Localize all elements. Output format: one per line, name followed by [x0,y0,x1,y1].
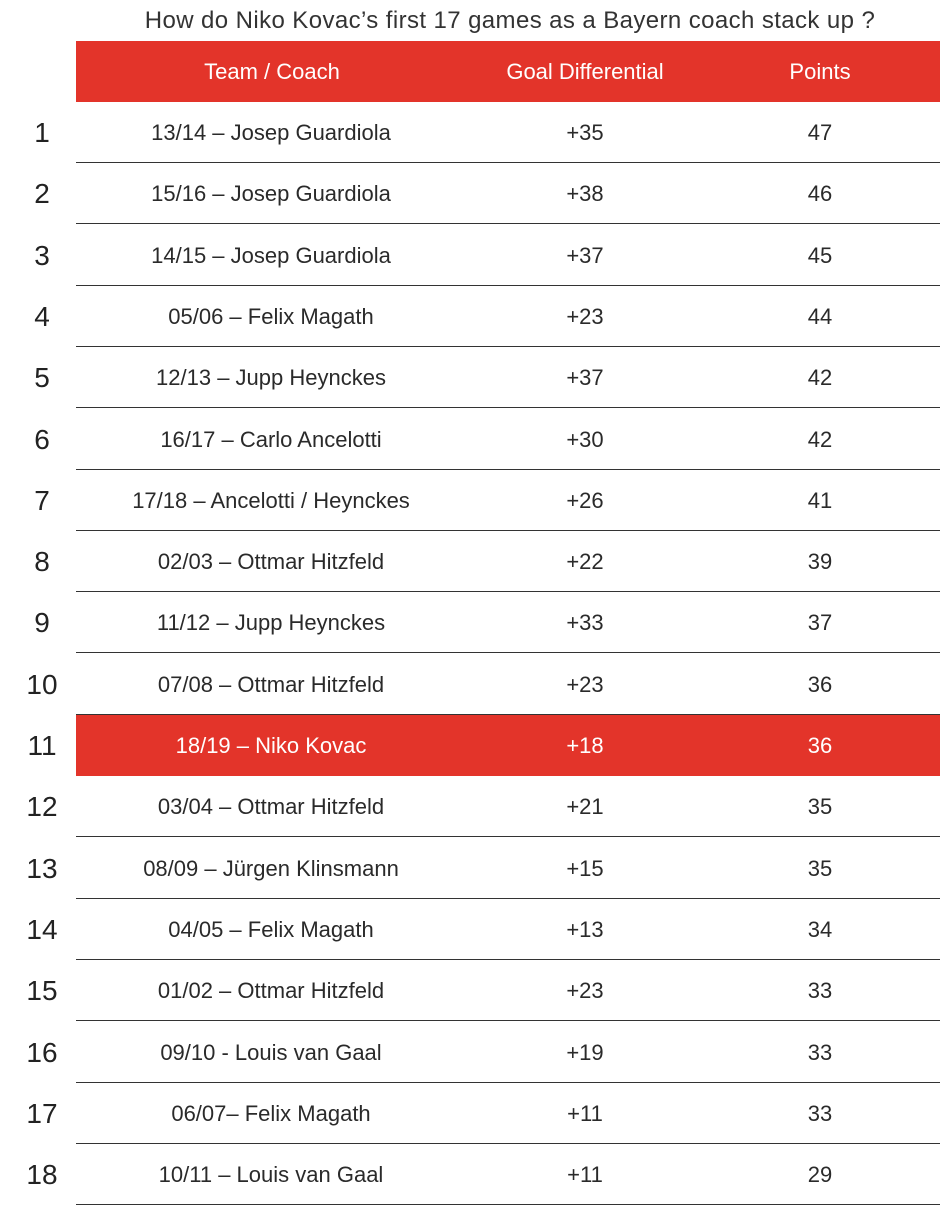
rank-label: 18 [26,1159,58,1191]
goal-differential-cell: +18 [566,733,604,758]
table-row [0,592,949,653]
team-coach-cell: 14/15 – Josep Guardiola [151,242,391,268]
column-header-team: Team / Coach [204,59,340,84]
table-row [0,531,949,592]
goal-differential-cell: +21 [566,794,604,820]
rank-label: 16 [26,1036,58,1068]
points-cell: 29 [807,1162,833,1188]
team-coach-cell: 01/02 – Ottmar Hitzfeld [157,978,385,1004]
team-coach-cell: 02/03 – Ottmar Hitzfeld [157,549,385,575]
points-cell: 35 [807,855,833,881]
goal-differential-cell: +38 [566,181,604,207]
team-coach-cell: 08/09 – Jürgen Klinsmann [143,855,399,881]
table-row [0,225,949,286]
team-coach-cell: 17/18 – Ancelotti / Heynckes [132,487,410,513]
points-cell: 42 [807,426,833,452]
goal-differential-cell: +23 [566,303,604,329]
table-row [0,1022,949,1083]
goal-differential-cell: +37 [566,242,604,268]
points-cell: 34 [807,916,833,942]
goal-differential-cell: +33 [566,610,604,636]
column-header-goal-differential: Goal Differential [506,59,664,84]
table-row [0,470,949,531]
goal-differential-cell: +37 [566,365,604,391]
rank-label: 9 [34,607,50,639]
table-row [0,776,949,837]
team-coach-cell: 04/05 – Felix Magath [168,916,374,942]
rank-label: 14 [26,913,58,945]
team-coach-cell: 09/10 - Louis van Gaal [160,1039,382,1065]
goal-differential-cell: +26 [566,487,604,513]
points-cell: 47 [807,120,833,145]
goal-differential-cell: +22 [566,549,604,575]
points-cell: 37 [807,610,833,636]
team-coach-cell: 05/06 – Felix Magath [168,303,374,329]
rank-label: 5 [34,362,50,394]
rank-label: 10 [26,668,58,700]
team-coach-cell: 03/04 – Ottmar Hitzfeld [157,794,385,820]
rank-label: 17 [26,1097,58,1129]
chart-title: How do Niko Kovac’s first 17 games as a Bayern coach stack up ? [144,7,876,34]
points-cell: 41 [807,487,833,513]
team-coach-cell: 15/16 – Josep Guardiola [151,181,391,207]
goal-differential-cell: +11 [567,1100,603,1126]
team-coach-cell: 18/19 – Niko Kovac [175,733,367,758]
rank-label: 2 [34,178,50,210]
team-coach-cell: 13/14 – Josep Guardiola [151,120,391,145]
goal-differential-cell: +13 [566,916,604,942]
table-row [0,163,949,224]
points-cell: 33 [807,1100,833,1126]
table-row [0,286,949,347]
rank-label: 15 [26,975,58,1007]
points-cell: 46 [807,181,833,207]
points-cell: 33 [807,1039,833,1065]
goal-differential-cell: +11 [567,1162,603,1188]
rank-label: 6 [34,423,50,455]
goal-differential-cell: +15 [566,855,604,881]
goal-differential-cell: +35 [566,120,604,145]
column-header-points: Points [789,59,851,84]
table-row-highlighted [0,715,949,776]
table-row [0,899,949,960]
points-cell: 36 [807,733,833,758]
table-row [0,1144,949,1205]
points-cell: 39 [807,549,833,575]
team-coach-cell: 12/13 – Jupp Heynckes [156,365,386,391]
rank-label: 1 [34,117,50,148]
goal-differential-cell: +30 [566,426,604,452]
table-row [0,838,949,899]
points-cell: 33 [807,978,833,1004]
team-coach-cell: 06/07– Felix Magath [171,1100,371,1126]
points-cell: 42 [807,365,833,391]
rank-label: 11 [27,730,57,761]
rank-label: 3 [34,239,50,271]
table-row [0,409,949,470]
team-coach-cell: 16/17 – Carlo Ancelotti [160,426,382,452]
table-row [0,347,949,408]
table-row [0,960,949,1021]
points-cell: 35 [807,794,833,820]
rank-label: 8 [34,546,50,578]
goal-differential-cell: +19 [566,1039,604,1065]
table-row [0,102,949,163]
rank-label: 7 [34,484,50,516]
team-coach-cell: 11/12 – Jupp Heynckes [156,610,386,636]
table-row [0,1083,949,1144]
points-cell: 44 [807,303,833,329]
points-cell: 36 [807,671,833,697]
table-row [0,654,949,715]
rank-label: 4 [34,300,50,332]
team-coach-cell: 10/11 – Louis van Gaal [158,1162,384,1188]
goal-differential-cell: +23 [566,978,604,1004]
points-cell: 45 [807,242,833,268]
goal-differential-cell: +23 [566,671,604,697]
rank-label: 13 [26,852,58,884]
rank-label: 12 [26,791,58,823]
team-coach-cell: 07/08 – Ottmar Hitzfeld [157,671,385,697]
